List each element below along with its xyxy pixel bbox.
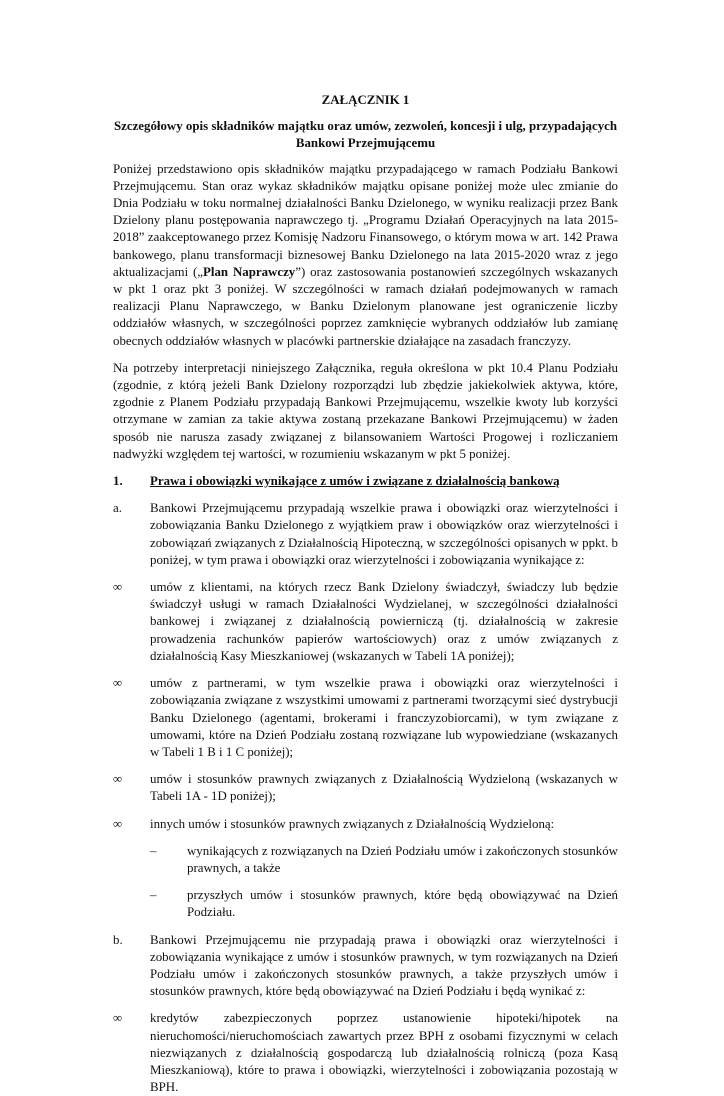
infinity-bullet-icon: ∞ [113, 676, 123, 691]
item-text: Bankowi Przejmującemu przypadają wszelkie prawa i obowiązki oraz wierzytelności i zobowiązania Banku Dzielonego z wyjątkiem praw i obowiązków oraz wierzytelności i zobowiązań związanych z Działalnością Hipoteczną, w szczególności opisanych w ppkt. b poniżej, w tym prawa i obowiązki oraz wierzytelności i zobowiązania wynikające z: [150, 501, 618, 567]
item-text: Bankowi Przejmującemu nie przypadają prawa i obowiązki oraz wierzytelności i zobowiązania wynikające z umów i stosunków prawnych, w tym rozwiązanych na Dzień Podziału umów i zakończonych stosunków prawnych, a także przyszłych umów i stosunków prawnych, które będą obowiązywać na Dzień Podziału i będą wynikać z: [150, 932, 618, 999]
intro-text-part-a: Poniżej przedstawiono opis składników majątku przypadającego w ramach Podziału Bankowi Przejmującemu. Stan oraz wykaz składników majątku opisane poniżej może ulec zmianie do Dnia Podziału w toku normalnej działalności Banku Dzielonego, w wyniku realizacji przez Bank Dzielony planu postępowania naprawczego tj. „Programu Działań Operacyjnych na lata 2015-2018” zaakceptowanego przez Komisję Nadzoru Finansowego, o którym mowa w art. 142 Prawa bankowego, planu transformacji biznesowej Banku Dzielonego na lata 2015-2020 wraz z jego aktualizacjami („ [113, 161, 618, 279]
list-item-a [113, 500, 618, 569]
list-item-bullet [113, 816, 618, 833]
sub-list-item [150, 843, 618, 877]
intro-paragraph-2: Na potrzeby interpretacji niniejszego Załącznika, reguła określona w pkt 10.4 Planu Podziału (zgodnie, z którą jeżeli Bank Dzielony rozporządzi lub zbędzie jakiekolwiek aktywa, które, zgodnie z Planem Podziału przypadają Bankowi Przejmującemu, wszelkie kwoty lub korzyści otrzymane w zamian za takie aktywa zostaną przekazane Bankowi Przejmującemu) w żaden sposób nie narusza zasady związanej z bilansowaniem Wartości Progowej i rozliczaniem nadwyżki względem tej wartości, w rozumieniu wskazanym w pkt 5 poniżej. [113, 360, 618, 461]
infinity-bullet-icon: ∞ [113, 580, 123, 595]
item-marker: b. [113, 932, 123, 947]
dash-bullet-icon: – [150, 888, 157, 903]
sub-list-item [150, 887, 618, 921]
item-text: umów z klientami, na których rzecz Bank Dzielony świadczył, świadczy lub będzie świadczył usługi w ramach Działalności Wydzielanej, w szczególności działalności bankowej i związanej z działalnością powierniczą (tj. działalnością w zakresie prowadzenia rachunków papierów wartościowych) oraz z umów związanych z działalnością Kasy Mieszkaniowej (wskazanych w Tabeli 1A poniżej); [150, 580, 618, 663]
list-item-bullet [113, 771, 618, 805]
annex-title: ZAŁĄCZNIK 1 [321, 93, 410, 107]
list-item-bullet [113, 579, 618, 665]
item-text: umów z partnerami, w tym wszelkie prawa i obowiązki oraz wierzytelności i zobowiązania związane z wszystkimi umowami z partnerami tworzącymi sieć dystrybucji Banku Dzielonego (agentami, brokerami i franczyzobiorcami), w tym związane z umowami, które na Dzień Podziału zostaną rozwiązane lub wypowiedziane (wskazanych w Tabeli 1 B i 1 C poniżej); [150, 676, 618, 759]
infinity-bullet-icon: ∞ [113, 1011, 123, 1026]
sub-item-text: wynikających z rozwiązanych na Dzień Podziału umów i zakończonych stosunków prawnych, a także [187, 843, 618, 875]
intro-paragraph-1 [113, 161, 618, 350]
section-1-heading [113, 473, 618, 490]
item-text: innych umów i stosunków prawnych związanych z Działalnością Wydzieloną: [150, 816, 555, 831]
intro-text-part-b: ”) oraz zastosowania postanowień szczególnych wskazanych w pkt 1 oraz pkt 3 poniżej. W szczególności w ramach działań podejmowanych w ramach realizacji Planu Naprawczego, w Banku Dzielonym planowane jest ograniczenie liczby oddziałów własnych, w szczególności poprzez zamknięcie wybranych oddziałów lub zamianę obecnych oddziałów własnych w placówki partnerskie działające na zasadach franczyzy. [113, 264, 619, 348]
item-marker: a. [113, 501, 122, 516]
list-item-bullet [113, 1010, 618, 1096]
list-item-b [113, 932, 618, 1001]
section-number: 1. [113, 474, 123, 489]
list-item-bullet [113, 675, 618, 761]
sub-item-text: przyszłych umów i stosunków prawnych, które będą obowiązywać na Dzień Podziału. [187, 888, 618, 920]
dash-bullet-icon: – [150, 843, 157, 858]
infinity-bullet-icon: ∞ [113, 772, 123, 787]
item-text: umów i stosunków prawnych związanych z Działalnością Wydzieloną (wskazanych w Tabeli 1A - 1D poniżej); [150, 772, 618, 804]
annex-subtitle: Szczegółowy opis składników majątku oraz umów, zezwoleń, koncesji i ulg, przypadających Bankowi Przejmującemu [113, 119, 618, 151]
intro-bold-term: Plan Naprawczy [203, 264, 296, 279]
item-text: kredytów zabezpieczonych poprzez ustanowienie hipoteki/hipotek na nieruchomości/nieruchomościach zawartych przez BPH z osobami fizycznymi w celach niezwiązanych z działalnością gospodarczą lub działalnością rolniczą (poza Kasą Mieszkaniową), które to prawa i obowiązki, wierzytelności i zobowiązania pozostają w BPH. [150, 1011, 618, 1095]
infinity-bullet-icon: ∞ [113, 816, 123, 831]
section-title: Prawa i obowiązki wynikające z umów i związane z działalnością bankową [150, 474, 560, 489]
